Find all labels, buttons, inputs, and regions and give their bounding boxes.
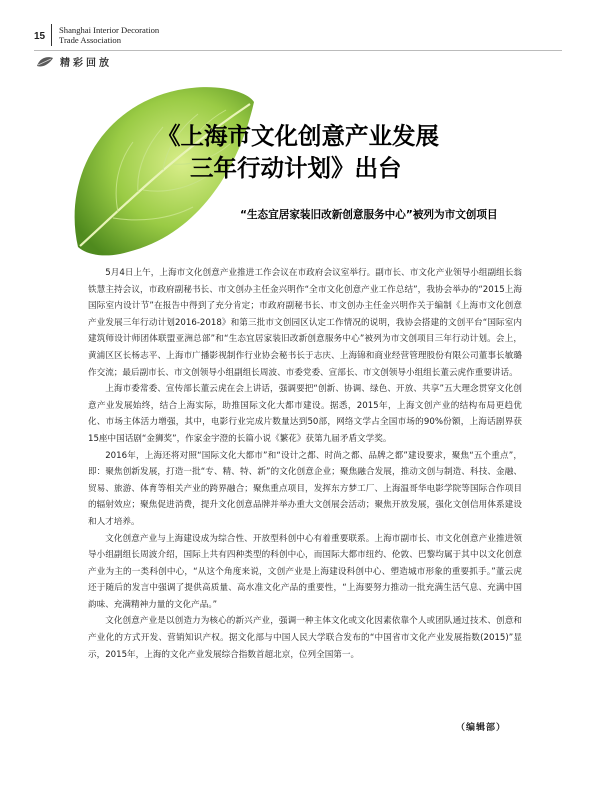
paragraph: 5月4日上午，上海市文化创意产业推进工作会议在市政府会议室举行。副市长、市文化产业领导小组副组长翁铁慧主持会议，市政府副秘书长、市文创办主任金兴明作“全市文化创意产业工作总结”，我协会举办的“2015上海国际室内设计节”在报告中得到了充分肯定；市政府副秘书长、市文创办主任金兴明作关于编制《上海市文化创意产业发展三年行动计划2016-2018》和第三批市文创园区认定工作情况的说明，我协会搭建的文创平台“国际室内建筑师设计师团体联盟亚洲总部”和“生态宜居家装旧改新创意服务中心”被列为市文创项目三年行动计划。会上，黄浦区区长杨志平、上海市广播影视制作行业协会秘书长于志庆、上海锦和商业经营管理股份有限公司董事长敏璐作交流；最后副市长、市文创领导小组副组长周波、市委党委、宣部长、市文创领导小组组长董云虎作重要讲话。 [88,268,522,378]
editor-credit: （编辑部） [455,723,506,733]
association-name-line1: Shanghai Interior Decoration [59,25,160,35]
title-line-2: 三年行动计划》出台 [190,154,402,182]
article-subtitle: “生态宜居家装旧改新创意服务中心”被列为市文创项目 [240,209,498,221]
header-divider [51,24,52,46]
section-tag [36,54,112,69]
section-label: 精彩回放 [60,58,112,69]
title-line-1: 《上海市文化创意产业发展 [157,122,439,150]
article-body [88,265,522,663]
paragraph: 上海市委常委、宣传部长董云虎在会上讲话，强调要把“创新、协调、绿色、开放、共享”五大理念贯穿文化创意产业发展始终，结合上海实际，助推国际文化大都市建设。据悉，2015年，上海文创产业的结构布局更趋优化、市场主体活力增强，其中，电影行业完成片数量达到50部，网络文学占全国市场的90%份额，上海话剧界获15座中国话剧“金狮奖”，作家金宇澄的长篇小说《繁花》获第九届矛盾文学奖。 [88,384,522,444]
paragraph: 2016年，上海还将对照“国际文化大都市”和“设计之都、时尚之都、品牌之都”建设要求，聚焦“五个重点”，即：聚焦创新发展，打造一批“专、精、特、新”的文化创意企业；聚焦融合发展，推动文创与制造、科技、金融、贸易、旅游、体育等相关产业的跨界融合；聚焦重点项目，发挥东方梦工厂、上海温哥华电影学院等国际合作项目的辐射效应；聚焦促进消费，提升文化创意品牌并举办重大文创展会活动；聚焦开放发展，强化文创信用体系建设和人才培养。 [88,450,522,527]
association-name [59,25,159,45]
association-name-line2: Trade Association [59,35,121,45]
paragraph: 文化创意产业是以创造力为核心的新兴产业，强调一种主体文化或文化因素依靠个人或团队通过技术、创意和产业化的方式开发、营销知识产权。据文化部与中国人民大学联合发布的“中国省市文化产业发展指数(2015)”显示，2015年，上海的文化产业发展综合指数首超北京，位列全国第一。 [88,616,522,660]
leaf-icon [36,55,54,69]
page-header [0,0,596,69]
page-number: 15 [34,31,46,42]
paragraph: 文化创意产业与上海建设成为综合性、开放型科创中心有着重要联系。上海市副市长、市文化创意产业推进领导小组副组长周波介绍，国际上共有四种类型的科创中心，而国际大都市纽约、伦敦、巴黎均属于其中以文化创意产业为主的一类科创中心，“从这个角度来说，文创产业是上海建设科创中心、塑造城市形象的重要抓手。”董云虎还于随后的发言中强调了提供高质量、高水准文化产品的重要性，“上海要努力推动一批充满生活气息、充满中国韵味、充满精神力量的文化产品。” [88,533,522,610]
header-rule [34,50,562,51]
